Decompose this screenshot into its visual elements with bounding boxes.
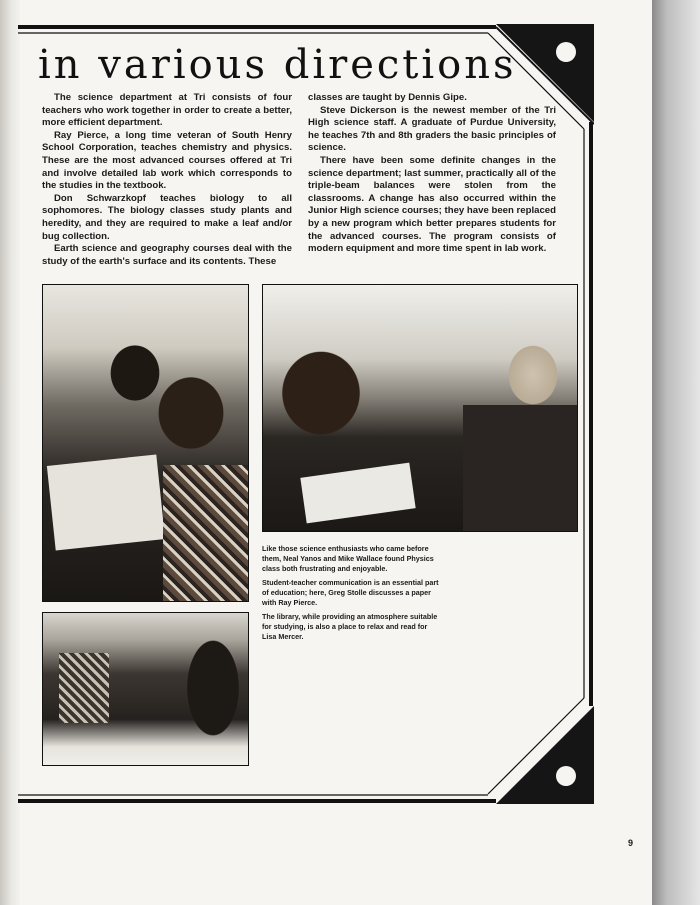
paragraph: classes are taught by Dennis Gipe. — [308, 92, 467, 103]
photo-physics-class — [42, 284, 249, 602]
text-column-right — [308, 92, 556, 256]
page-number: 9 — [628, 838, 634, 848]
photo-detail-teacher — [463, 345, 578, 532]
photo-detail-paper — [47, 454, 165, 550]
paragraph: Ray Pierce, a long time veteran of South Henry School Corporation, teaches chemistry and physics. These are the most advanced courses offered at Tri and involve detailed lab work which corresponds to the studies in the textbook. — [42, 129, 292, 192]
paragraph: Don Schwarzkopf teaches biology to all sophomores. The biology classes study plants and heredity, and they are required to make a leaf and/or bug collection. — [42, 192, 292, 242]
corner-dot-top — [556, 42, 576, 62]
photo-detail-student — [273, 345, 368, 440]
photo-detail-paper — [300, 463, 415, 524]
page-edge-shadow — [652, 0, 700, 905]
corner-triangle-bottom — [496, 706, 594, 804]
photo-student-teacher — [262, 284, 578, 532]
paragraph: The science department at Tri consists of four teachers who work together in order to create a better, more efficient department. — [42, 92, 292, 129]
page-title: in various directions — [38, 42, 517, 88]
photo-detail-student — [59, 653, 109, 723]
paragraph: There have been some definite changes in the science department; last summer, practically all of the triple-beam balances were stolen from the classrooms. A change has also occurred within the Junior High science courses; they have been replaced by a new program which better prepares students for the advanced courses. The program consists of modern equipment and more time spent in lab work. — [308, 154, 556, 255]
photo-detail-plaid-shirt — [163, 465, 249, 601]
page-binding-edge — [0, 0, 20, 905]
photo-detail-reader — [183, 633, 243, 743]
photo-caption: The library, while providing an atmosphere suitable for studying, is also a place to relax and read for Lisa Mercer. — [262, 612, 438, 641]
photo-caption: Like those science enthusiasts who came before them, Neal Yanos and Mike Wallace found Physics class both frustrating and enjoyable. — [262, 544, 434, 573]
photo-library — [42, 612, 249, 766]
paragraph: Earth science and geography courses deal with the study of the earth's surface and its contents. These — [42, 243, 292, 267]
corner-dot-bottom — [556, 766, 576, 786]
text-column-left — [42, 92, 292, 268]
paragraph: Steve Dickerson is the newest member of the Tri High science staff. A graduate of Purdue University, he teaches 7th and 8th graders the basic principles of science. — [308, 104, 556, 154]
photo-caption: Student-teacher communication is an essential part of education; here, Greg Stolle discusses a paper with Ray Pierce. — [262, 578, 439, 607]
